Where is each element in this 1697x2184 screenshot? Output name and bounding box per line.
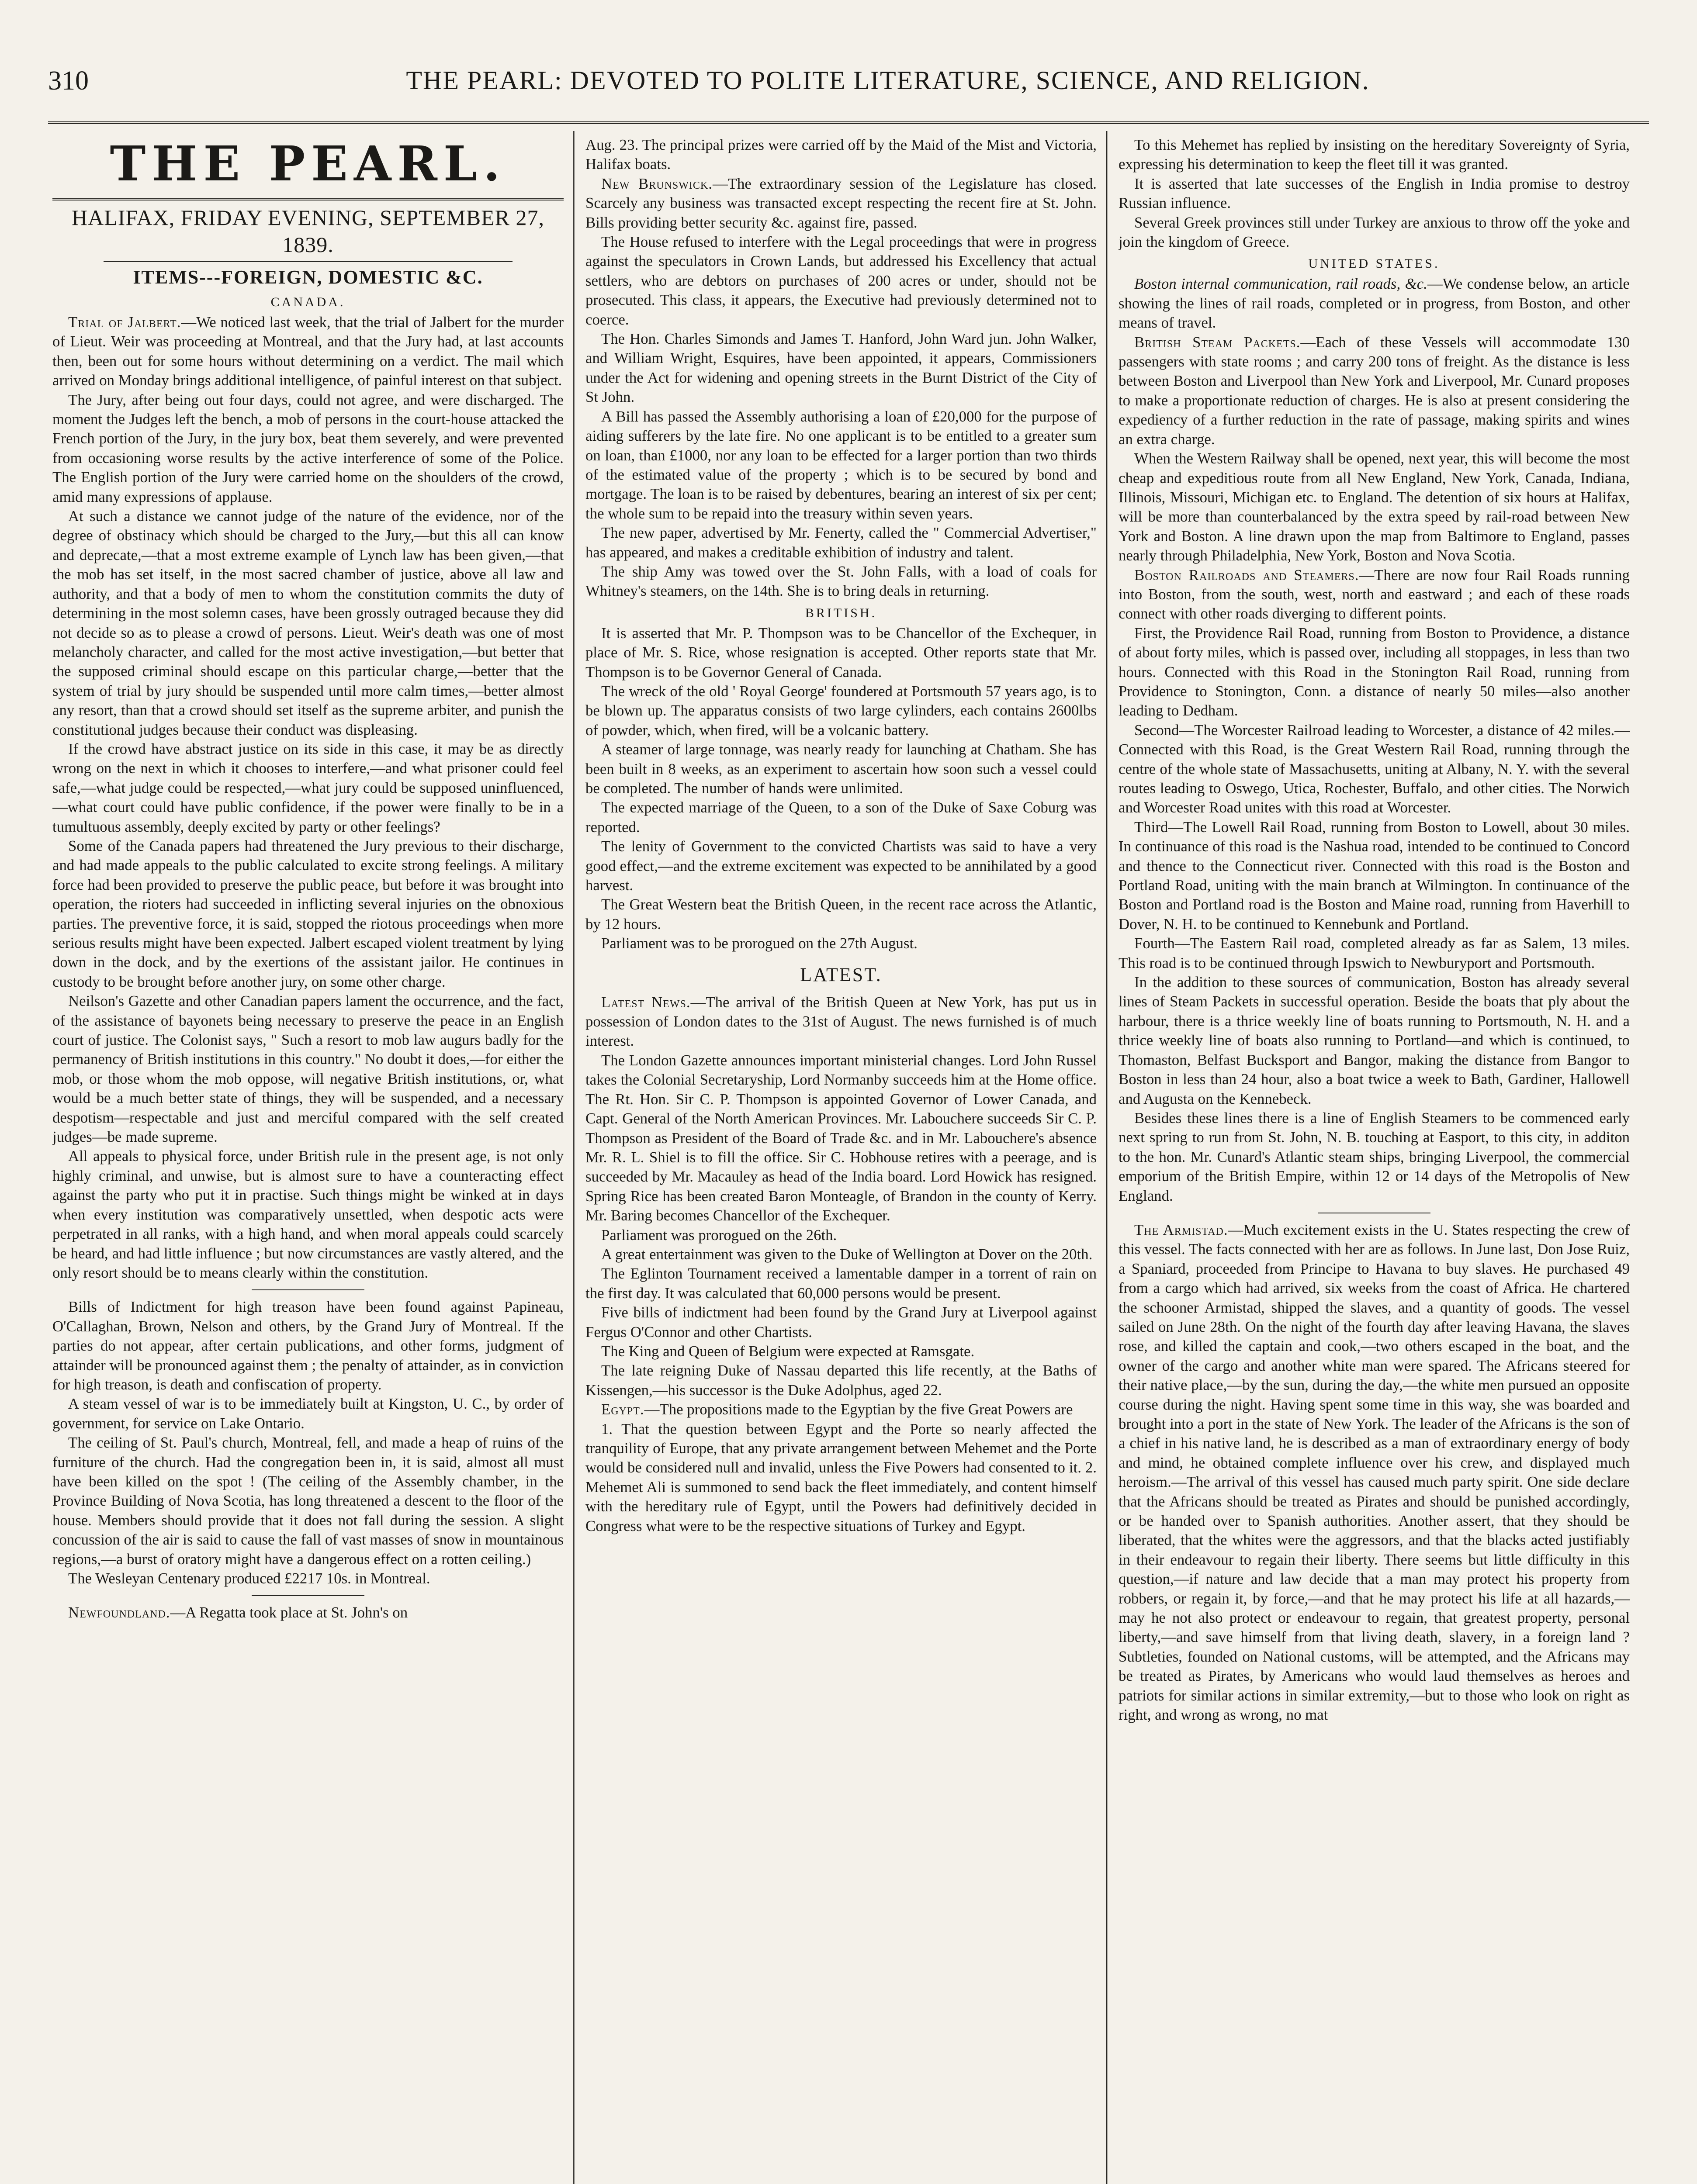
article-lead: British Steam Packets. <box>1134 333 1301 351</box>
article-paragraph: When the Western Railway shall be opened, next year, this will become the most cheap and expeditious route from all New England, New York, Canada, Indiana, Illinois, Missouri, Michigan etc. to England. The detention of six hours at Halifax, will be more than counterbalanced by the extra speed by rail-road between New York and Boston. A line drawn upon the map from Baltimore to England, passes nearly through Philadelphia, New York, Boston and Nova Scotia. <box>1119 450 1630 564</box>
article-paragraph: British Steam Packets.—Each of these Vessels will accommodate 130 passengers with state rooms ; and carry 200 tons of freight. As the distance is less between Boston and Liverpool than New York and Liverpool, Mr. Cunard proposes to make a proportionate reduction of charges. He is also at present considering the expediency of a further reduction in the rate of passage, making spirits and wines an extra charge. <box>1119 333 1630 448</box>
running-head: THE PEARL: DEVOTED TO POLITE LITERATURE, SCIENCE, AND RELIGION. <box>406 66 1370 95</box>
column-rule <box>1106 131 1108 2184</box>
section-heading-canada: CANADA. <box>270 295 346 309</box>
article-lead: Boston internal communication, rail roads, &c. <box>1134 275 1427 293</box>
article-paragraph: Newfoundland.—A Regatta took place at St. John's on <box>68 1604 408 1621</box>
article-lead: Latest News. <box>601 993 691 1011</box>
article-lead: The Armistad. <box>1134 1221 1228 1238</box>
article-paragraph: The House refused to interfere with the Legal proceedings that were in progress against the speculators in Crown Lands, but addressed his Excellency that actual settlers, who are debtors on purchases of 200 acres or under, should not be prosecuted. This class, it appears, the Executive had previously determined not to coerce. <box>585 233 1097 328</box>
article-paragraph: All appeals to physical force, under British rule in the present age, is not only highly criminal, and unwise, but is almost sure to have a counteracting effect against the party who put it in practise. Such things might be winked at in days when every institution was comparatively unsettled, when despotic acts were perpetrated in all ranks, with a high hand, and when moral appeals could scarcely be heard, and had little influence ; but now circumstances are vastly altered, and the only resort should be to means clearly within the constitution. <box>52 1147 564 1281</box>
header-rule <box>48 121 1649 124</box>
article-paragraph: New Brunswick.—The extraordinary session of the Legislature has closed. Scarcely any business was transacted except respecting the recent fire at St. John. Bills providing better security &c. against fire, passed. <box>585 175 1097 231</box>
article-paragraph: A steam vessel of war is to be immediately built at Kingston, U. C., by order of government, for service on Lake Ontario. <box>52 1395 564 1432</box>
dateline: HALIFAX, FRIDAY EVENING, SEPTEMBER 27, 1839. <box>71 205 545 257</box>
article-paragraph: A Bill has passed the Assembly authorising a loan of £20,000 for the purpose of aiding sufferers by the late fire. No one applicant is to be entitled to a greater sum on loan, than £1000, nor any loan to be effected for a larger portion than two thirds of the estimated value of the property ; which is to be secured by bond and mortgage. The loan is to be raised by debentures, bearing an interest of six per cent; the whole sum to be repaid into the treasury within seven years. <box>585 408 1097 522</box>
article-paragraph: Several Greek provinces still under Turkey are anxious to throw off the yoke and join the kingdom of Greece. <box>1119 214 1630 251</box>
article-paragraph: The King and Queen of Belgium were expected at Ramsgate. <box>601 1342 975 1360</box>
article-paragraph: Some of the Canada papers had threatened the Jury previous to their discharge, and had made appeals to the public calculated to excite strong feelings. A military force had been provided to preserve the public peace, but before it was brought into operation, the rioters had succeeded in inflicting several injuries on the obnoxious parties. The preventive force, it is said, stopped the riotous proceedings when more serious results might have been expected. Jalbert escaped violent treatment by lying down in the dock, and by the exertions of the assistant jailor. He continues in custody to be brought before another jury, on some other charge. <box>52 837 564 990</box>
article-paragraph: First, the Providence Rail Road, running from Boston to Providence, a distance of about forty miles, which is passed over, including all stoppages, in less than two hours. Connected with this Road in the Stonington Rail Road, running from Providence to Stonington, Conn. a distance of nearly 50 miles—also another leading to Dedham. <box>1119 624 1630 719</box>
page-number: 310 <box>48 66 89 96</box>
article-paragraph: Parliament was to be prorogued on the 27th August. <box>601 935 918 952</box>
article-paragraph: Neilson's Gazette and other Canadian papers lament the occurrence, and the fact, of the assistance of bayonets being necessary to preserve the peace in an English court of justice. The Colonist says, " Such a resort to mob law augurs badly for the permanency of British institutions in this country." No doubt it does,—for either the mob, or those whom the mob oppose, will negative British institutions, or, what would be a much better state of things, they will be suspended, and a necessary despotism—respectable and just and merciful compared with the self created judges—be made supreme. <box>52 992 564 1146</box>
divider <box>52 198 564 200</box>
article-paragraph: The ship Amy was towed over the St. John Falls, with a load of coals for Whitney's steamers, on the 14th. She is to bring deals in returning. <box>585 563 1097 600</box>
article-paragraph: The Eglinton Tournament received a lamentable damper in a torrent of rain on the first day. It was calculated that 60,000 persons would be present. <box>585 1265 1097 1302</box>
masthead-title: THE PEARL. <box>110 135 506 192</box>
article-paragraph: To this Mehemet has replied by insisting on the hereditary Sovereignty of Syria, expressing his determination to keep the fleet till it was granted. <box>1119 136 1630 173</box>
article-paragraph: In the addition to these sources of communication, Boston has already several lines of Steam Packets in successful operation. Beside the boats that ply about the harbour, there is a thrice weekly line of boats running to Portsmouth, N. H. and a thrice weekly line of boats also running to Portland—and which is continued, to Thomaston, Belfast Bucksport and Bangor, making the distance from Bangor to Boston in less than 24 hour, also a boat twice a week to Bath, Gardiner, Hallowell and Augusta on the Kennebeck. <box>1119 974 1630 1107</box>
column-rule <box>573 131 575 2184</box>
section-heading-united-states: UNITED STATES. <box>1308 256 1440 271</box>
section-heading-latest: LATEST. <box>800 964 882 985</box>
article-paragraph: Aug. 23. The principal prizes were carried off by the Maid of the Mist and Victoria, Halifax boats. <box>585 136 1097 173</box>
article-paragraph: Five bills of indictment had been found by the Grand Jury at Liverpool against Fergus O'Connor and other Chartists. <box>585 1304 1097 1341</box>
article-paragraph: It is asserted that Mr. P. Thompson was to be Chancellor of the Exchequer, in place of Mr. S. Rice, whose resignation is accepted. Other reports state that Mr. Thompson is to be Governor General of Canada. <box>585 624 1097 681</box>
article-paragraph: Besides these lines there is a line of English Steamers to be commenced early next spring to run from St. John, N. B. touching at Easport, to this city, in additon to the hon. Mr. Cunard's Atlantic steam ships, bringing Liverpool, the commercial emporium of the British Empire, within 12 or 14 days of the Metropolis of New England. <box>1119 1109 1630 1204</box>
article-paragraph: The late reigning Duke of Nassau departed this life recently, at the Baths of Kissengen,—his successor is the Duke Adolphus, aged 22. <box>585 1362 1097 1399</box>
article-lead: Boston Railroads and Steamers. <box>1134 566 1359 584</box>
article-paragraph: A steamer of large tonnage, was nearly ready for launching at Chatham. She has been built in 8 weeks, as an experiment to ascertain how soon such a vessel could be completed. The number of hands were unlimited. <box>585 741 1097 797</box>
article-paragraph: The Hon. Charles Simonds and James T. Hanford, John Ward jun. John Walker, and William Wright, Esquires, have been appointed, it appears, Commissioners under the Act for widening and opening streets in the Burnt District of the City of St John. <box>585 330 1097 406</box>
article-paragraph: The Jury, after being out four days, could not agree, and were discharged. The moment the Judges left the bench, a mob of persons in the court-house attacked the French portion of the Jury, in the jury box, beat them severely, and were prevented from occasioning worse results by the active interference of some of the Police. The English portion of the Jury were carried home on the shoulders of the crowd, amid many expressions of applause. <box>52 391 564 505</box>
article-paragraph: The Great Western beat the British Queen, in the recent race across the Atlantic, by 12 hours. <box>585 896 1097 933</box>
article-paragraph: At such a distance we cannot judge of the nature of the evidence, nor of the degree of obstinacy which should be charged to the Jury,—but this all can know and deprecate,—that a most extreme example of Lynch law has been given,—that the mob has set itself, in the most sacred chamber of justice, above all law and authority, and that a body of men to whom the constitution commits the duty of determining in the most solemn cases, have been grossly outraged because they did not decide so as to please a crowd of persons. Lieut. Weir's death was one of most melancholy character, and called for the most active investigation,—but better that the supposed criminal should escape on this particular charge,—better that the system of trial by jury should be suspended until more calm times,—better almost any resort, than that a crowd should set itself as the supreme arbiter, and punish the constitutional judges because their conduct was displeasing. <box>52 508 564 738</box>
article-paragraph: The new paper, advertised by Mr. Fenerty, called the " Commercial Advertiser," has appeared, and makes a creditable exhibition of industry and talent. <box>585 524 1097 561</box>
article-paragraph: It is asserted that late successes of the English in India promise to destroy Russian influence. <box>1119 175 1630 212</box>
article-paragraph: 1. That the question between Egypt and the Porte so nearly affected the tranquility of Europe, that any private arrangement between Mehemet and the Porte would be considered null and invalid, unless the Five Powers had consented to it. 2. Mehemet Ali is summoned to send back the fleet immediately, and content himself with the hereditary rule of Egypt, until the Powers had definitively decided in Congress what were to be the respective situations of Turkey and Egypt. <box>585 1420 1097 1534</box>
article-lead: Newfoundland. <box>68 1604 170 1621</box>
column-3 <box>1119 135 1630 2184</box>
divider <box>252 1289 364 1290</box>
items-heading: ITEMS---FOREIGN, DOMESTIC &C. <box>133 266 483 288</box>
article-paragraph: Boston Railroads and Steamers.—There are now four Rail Roads running into Boston, from the south, west, north and eastward ; and each of these roads connect with other roads diverging to different points. <box>1119 566 1630 622</box>
article-paragraph: The London Gazette announces important ministerial changes. Lord John Russel takes the Colonial Secretaryship, Lord Normanby succeeds him at the Home office. The Rt. Hon. Sir C. P. Thompson is appointed Governor of Lower Canada, and Capt. General of the North American Provinces. Mr. Labouchere succeeds Sir C. P. Thompson as President of the Board of Trade &c. and in Mr. Labouchere's absence Mr. R. L. Shiel is to fill the office. Sir C. Hobhouse retires with a peerage, and is succeeded by Mr. Macauley as head of the India board. Lord Howick has resigned. Spring Rice has been created Baron Monteagle, of Brandon in the county of Kerry. Mr. Baring becomes Chancellor of the Exchequer. <box>585 1051 1097 1224</box>
article-paragraph: The Armistad.—Much excitement exists in the U. States respecting the crew of this vessel. The facts connected with her are as follows. In June last, Don Jose Ruiz, a Spaniard, proceeded from Principe to Havana to buy slaves. He purchased 49 from a cargo which had arrived, six weeks from the coast of Africa. He chartered the schooner Armistad, shipped the slaves, and a quantity of goods. The vessel sailed on June 28th. On the night of the fourth day after leaving Havana, the slaves rose, and killed the captain and cook,—two others escaped in the boat, and the owner of the cargo and another white man were spared. The Africans steered for their native place,—by the sun, during the day,—the white men pursued an opposite course during the night. Having spent some time in this way, she was boarded and brought into a port in the state of New York. The leader of the Africans is the son of a chief in his native land, he is described as a man of extraordinary energy of body and mind, he obtained complete influence over his crew, and displayed much heroism.—The arrival of this vessel has caused much party spirit. One side declare that the Africans should be treated as Pirates and should be punished accordingly, or be handed over to Spanish authorities. Another assert, that they should be liberated, that the whites were the aggressors, and that the blacks acted justifiably in their endeavour to regain their liberty. There seems but little difficulty in this question,—if nature and law decide that a man may protect his property from robbers, or regain it, by force,—and that he may protect his life at all hazards,—may he not also protect or endeavour to regain, that greatest property, personal liberty,—and save himself from that living death, slavery, in a foreign land ? Subtleties, founded on National customs, will be attempted, and the Africans may be treated as Pirates, by Americans who would laud themselves as heroes and patriots for similar actions in similar extremity,—but to those who look on right as right, and wrong as wrong, no mat <box>1119 1221 1630 1724</box>
article-paragraph: The ceiling of St. Paul's church, Montreal, fell, and made a heap of ruins of the furniture of the church. Had the congregation been in, it is said, almost all must have been killed on the spot ! (The ceiling of the Assembly chamber, in the Province Building of Nova Scotia, has long threatened a descent to the floor of the house. Members should provide that it does not fall during the session. A slight concussion of the air is said to cause the fall of vast masses of snow in mountainous regions,—a burst of oratory might have a dangerous effect on a rotten ceiling.) <box>52 1434 564 1568</box>
article-lead: Egypt. <box>601 1401 644 1418</box>
article-paragraph: The wreck of the old ' Royal George' foundered at Portsmouth 57 years ago, is to be blown up. The apparatus consists of two large cylinders, each contains 2600lbs of powder, which, when fired, will be a volcanic battery. <box>585 682 1097 739</box>
column-1 <box>52 135 564 2184</box>
article-paragraph: Trial of Jalbert.—We noticed last week, that the trial of Jalbert for the murder of Lieut. Weir was proceeding at Montreal, and that the Jury had, at last accounts then, been out for some hours without determining on a verdict. The mail which arrived on Monday brings additional intelligence, of painful interest on that subject. <box>52 314 564 389</box>
divider <box>252 1595 364 1596</box>
article-lead: New Brunswick. <box>601 175 713 192</box>
article-paragraph: If the crowd have abstract justice on its side in this case, it may be as directly wrong on the next in which it chooses to interfere,—and what prisoner could feel safe,—what judge could be respected,—what jury could be supposed uninfluenced,—what court could have public confidence, if the power were finally to be in a tumultuous assembly, deeply excited by party or other feelings? <box>52 740 564 835</box>
column-2 <box>585 135 1097 2184</box>
article-paragraph: Parliament was prorogued on the 26th. <box>601 1226 837 1244</box>
article-lead: Trial of Jalbert. <box>68 314 181 331</box>
article-paragraph: Second—The Worcester Railroad leading to Worcester, a distance of 42 miles.—Connected with this Road, is the Great Western Rail Road, running through the centre of the whole state of Massachusetts, uniting at Albany, N. Y. with the several routes leading to Oswego, Utica, Rochester, Buffalo, and other cities. The Norwich and Worcester Road unites with this road at Worcester. <box>1119 721 1630 816</box>
article-paragraph: Fourth—The Eastern Rail road, completed already as far as Salem, 13 miles. This road is to be continued through Ipswich to Newburyport and Portsmouth. <box>1119 935 1630 971</box>
article-paragraph: Bills of Indictment for high treason have been found against Papineau, O'Callaghan, Brown, Nelson and others, by the Grand Jury of Montreal. If the parties do not appear, after certain publications, and other forms, judgment of attainder will be pronounced against them ; the penalty of attainder, as in conviction for high treason, is death and confiscation of property. <box>52 1298 564 1393</box>
divider <box>104 261 513 262</box>
article-paragraph: The lenity of Government to the convicted Chartists was said to have a very good effect,—and the extreme excitement was expected to be annihilated by a good harvest. <box>585 838 1097 894</box>
section-heading-british: BRITISH. <box>805 605 877 620</box>
article-paragraph: Boston internal communication, rail roads, &c.—We condense below, an article showing the lines of rail roads, completed or in progress, from Boston, and other means of travel. <box>1119 275 1630 332</box>
article-paragraph: Latest News.—The arrival of the British Queen at New York, has put us in possession of London dates to the 31st of August. The news furnished is of much interest. <box>585 993 1097 1050</box>
article-paragraph: The expected marriage of the Queen, to a son of the Duke of Saxe Coburg was reported. <box>585 799 1097 836</box>
article-paragraph: Third—The Lowell Rail Road, running from Boston to Lowell, about 30 miles. In continuance of this road is the Nashua road, intended to be continued to Concord and thence to the Connecticut river. Connected with this road is the Boston and Portland Road, uniting with the main branch at Wilmington. In continuance of the Boston and Portland road is the Boston and Maine road, running from Haverhill to Dover, N. H. to be continued to Kennebunk and Portland. <box>1119 818 1630 933</box>
article-paragraph: Egypt.—The propositions made to the Egyptian by the five Great Powers are <box>601 1401 1073 1418</box>
article-paragraph: A great entertainment was given to the Duke of Wellington at Dover on the 20th. <box>601 1245 1093 1263</box>
page-header <box>48 66 1649 118</box>
article-paragraph: The Wesleyan Centenary produced £2217 10s. in Montreal. <box>68 1570 430 1587</box>
